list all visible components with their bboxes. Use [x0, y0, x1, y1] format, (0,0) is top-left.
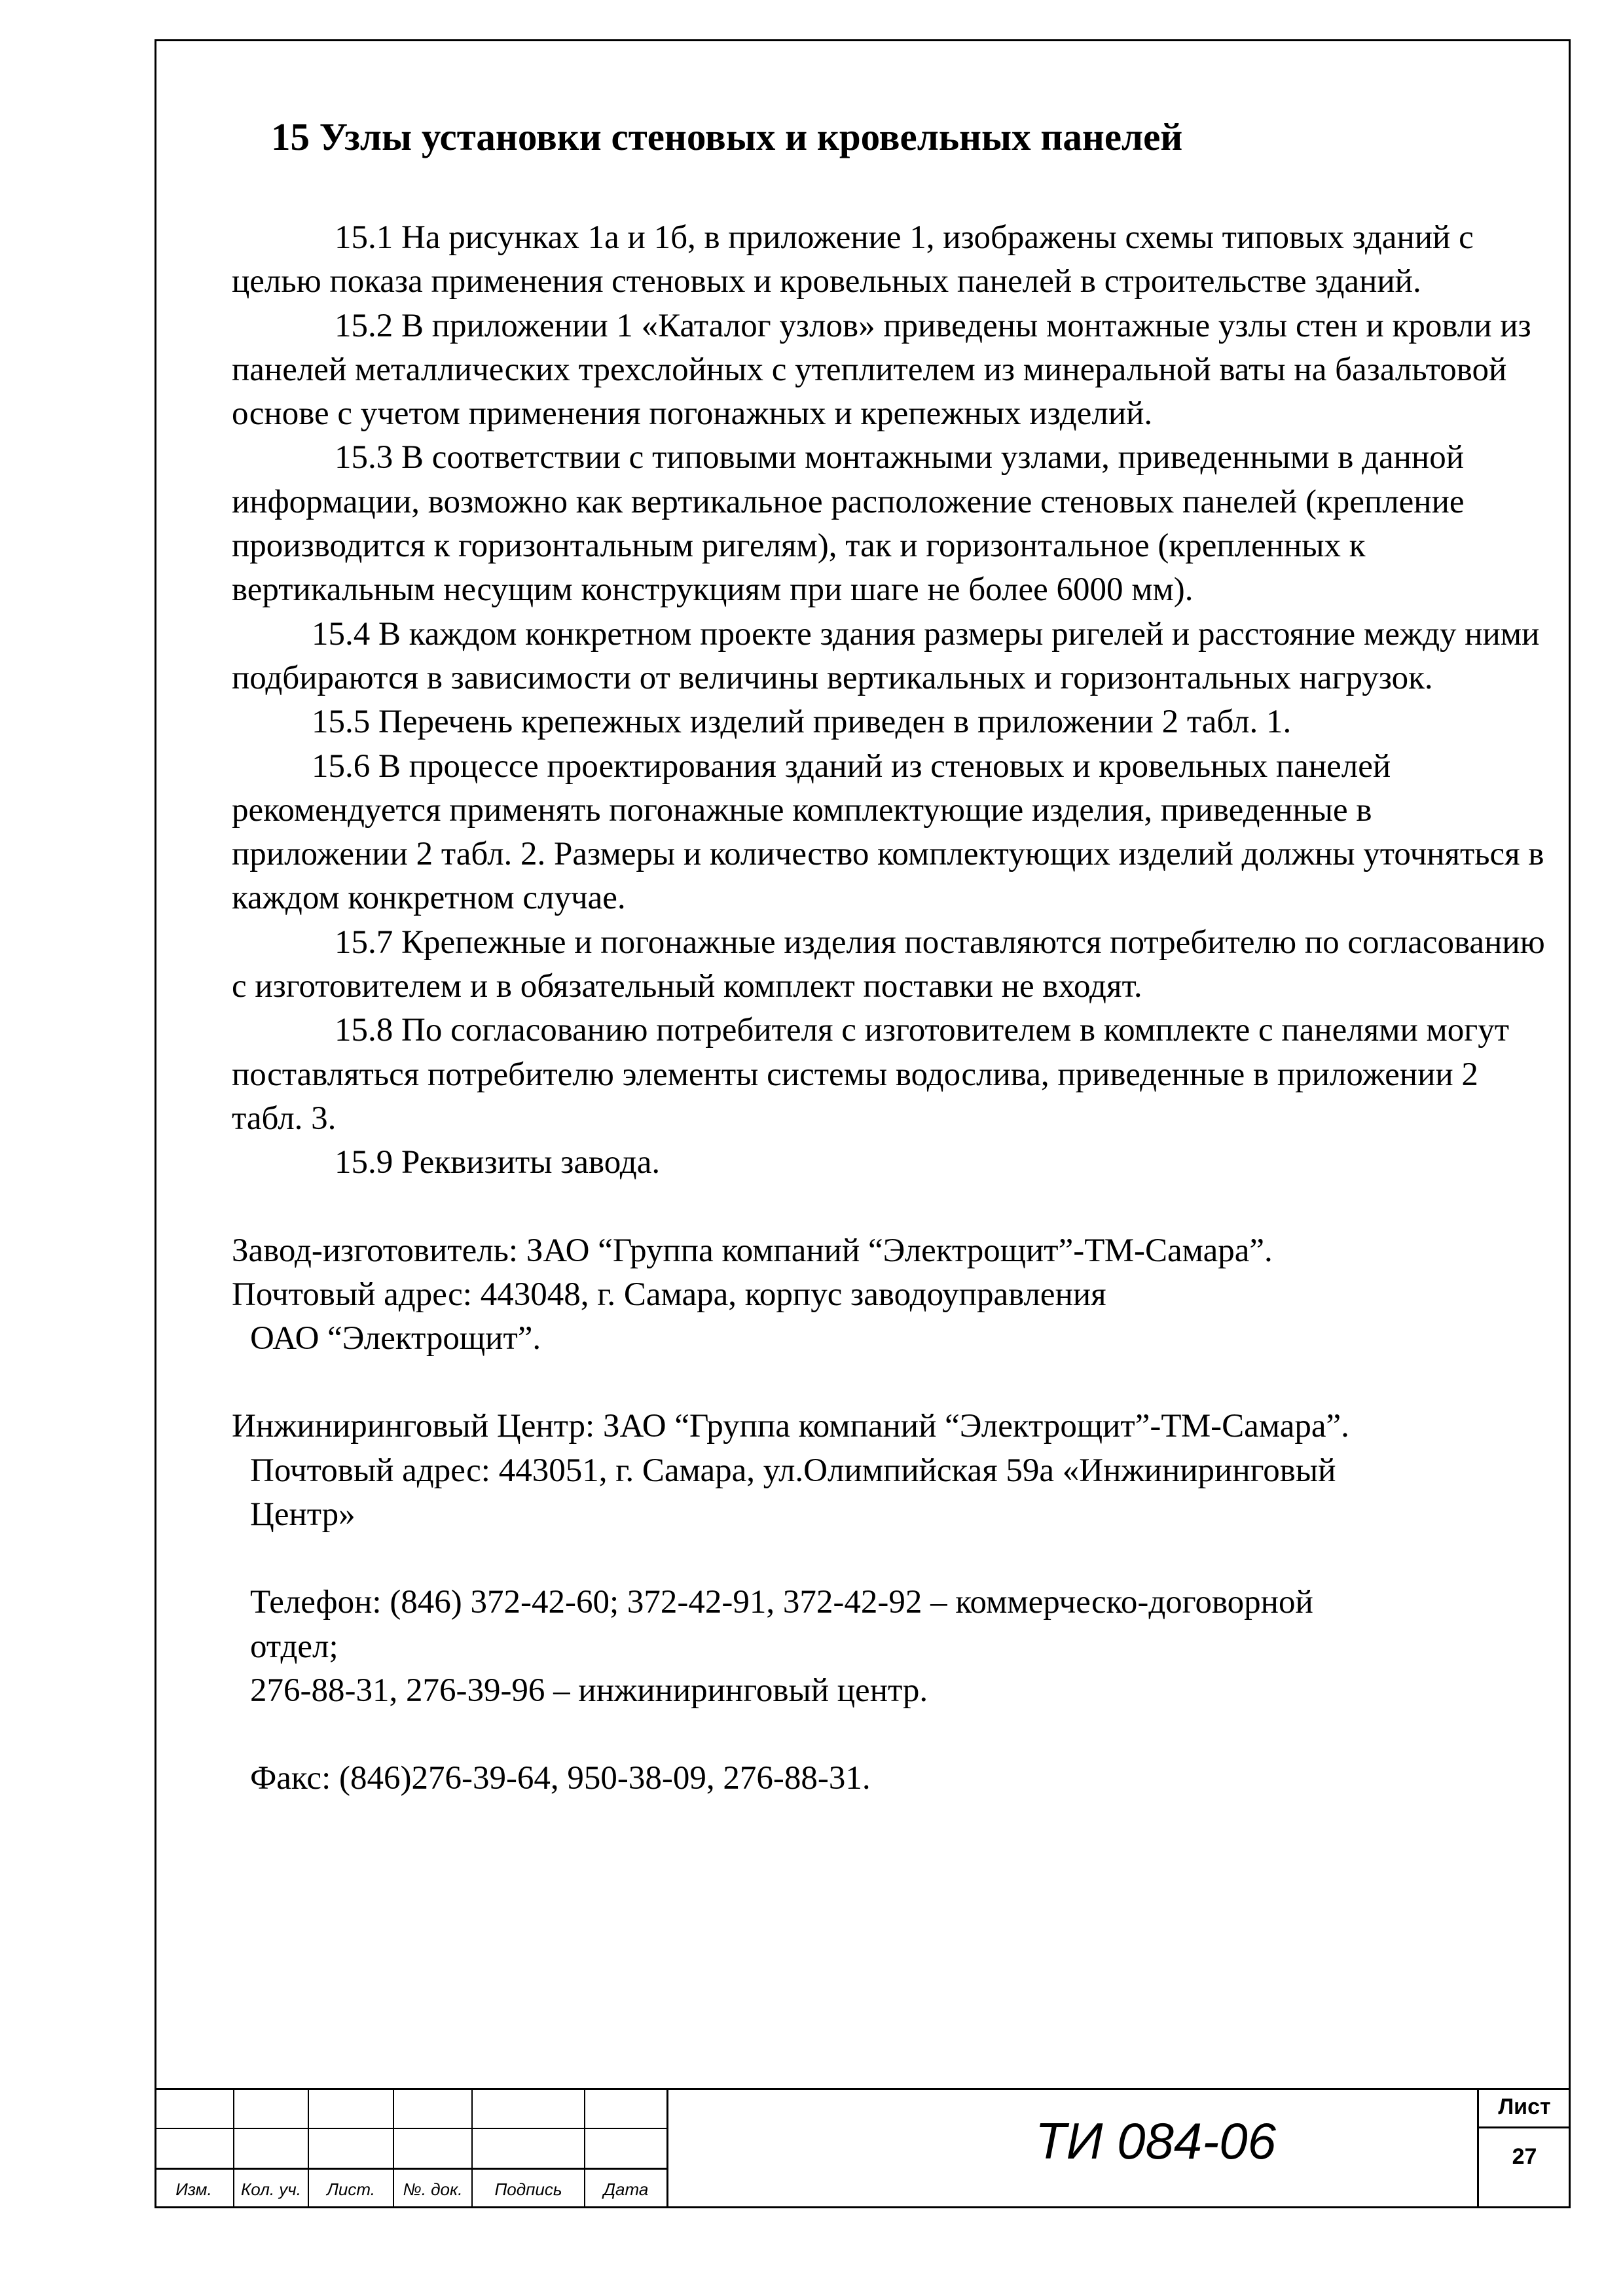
col-label-doc-number: №. док. — [403, 2179, 463, 2199]
col-label-sheet: Лист. — [327, 2179, 375, 2199]
engineering-block — [232, 1405, 1554, 1537]
col-label-change: Изм. — [175, 2179, 212, 2199]
paragraph-15-4: 15.4 В каждом конкретном проекте здания размеры ригелей и расстояние между ними подбираются в зависимости от величины вертикальных и горизонтальных нагрузок. — [232, 615, 1540, 696]
sheet-number: 27 — [1512, 2144, 1537, 2169]
factory-block — [232, 1229, 1554, 1361]
body-text — [232, 216, 1554, 1801]
col-label-signature: Подпись — [494, 2179, 562, 2199]
phone-line-engineering: 276-88-31, 276-39-96 – инжиниринговый центр. — [250, 1672, 928, 1709]
col-label-count: Кол. уч. — [240, 2179, 301, 2199]
phone-block — [232, 1581, 1554, 1713]
factory-name: Завод-изготовитель: ЗАО “Группа компаний “Электрощит”-ТМ-Самара”. — [232, 1232, 1273, 1269]
phone-line: Телефон: (846) 372-42-60; 372-42-91, 372-42-92 – коммерческо-договорной — [250, 1584, 1313, 1621]
col-label-date: Дата — [603, 2179, 649, 2199]
document-code: ТИ 084-06 — [1035, 2112, 1276, 2170]
paragraph-15-8: 15.8 По согласованию потребителя с изготовителем в комплекте с панелями могут поставляться потребителю элементы системы водослива, приведенные в приложении 2 табл. 3. — [232, 1012, 1509, 1137]
title-block — [155, 2088, 1571, 2208]
paragraph-15-7: 15.7 Крепежные и погонажные изделия поставляются потребителю по согласованию с изготовителем и в обязательный комплект поставки не входят. — [232, 924, 1545, 1005]
engineering-address-cont: Центр» — [250, 1496, 356, 1534]
factory-address-cont: ОАО “Электрощит”. — [250, 1320, 541, 1357]
sheet-label: Лист — [1498, 2094, 1551, 2119]
paragraph-15-2: 15.2 В приложении 1 «Каталог узлов» приведены монтажные узлы стен и кровли из панелей металлических трехслойных с утеплителем из минеральной ваты на базальтовой основе с учетом применения погонажных и крепежных изделий. — [232, 307, 1531, 433]
section-heading: 15 Узлы установки стеновых и кровельных панелей — [271, 115, 1183, 158]
phone-line-cont: отдел; — [250, 1628, 338, 1665]
paragraph-15-6: 15.6 В процессе проектирования зданий из стеновых и кровельных панелей рекомендуется применять погонажные комплектующие изделия, приведенные в приложении 2 табл. 2. Размеры и количество комплектующих изделий должны уточняться в каждом конкретном случае. — [232, 747, 1544, 917]
paragraph-15-1: 15.1 На рисунках 1а и 1б, в приложение 1, изображены схемы типовых зданий с целью показа применения стеновых и кровельных панелей в строительстве зданий. — [232, 219, 1474, 300]
engineering-address: Почтовый адрес: 443051, г. Самара, ул.Олимпийская 59а «Инжиниринговый — [250, 1452, 1336, 1489]
paragraph-15-9: 15.9 Реквизиты завода. — [335, 1144, 661, 1181]
factory-address: Почтовый адрес: 443048, г. Самара, корпус заводоуправления — [232, 1276, 1106, 1313]
fax-line: Факс: (846)276-39-64, 950-38-09, 276-88-31. — [250, 1760, 871, 1797]
paragraph-15-5: 15.5 Перечень крепежных изделий приведен в приложении 2 табл. 1. — [312, 704, 1292, 741]
engineering-center-name: Инжиниринговый Центр: ЗАО “Группа компаний “Электрощит”-ТМ-Самара”. — [232, 1408, 1349, 1445]
paragraph-15-3: 15.3 В соответствии с типовыми монтажными узлами, приведенными в данной информации, возможно как вертикальное расположение стеновых панелей (крепление производится к горизонтальным ригелям), так и горизонтальное (крепленных к вертикальным несущим конструкциям при шаге не более 6000 мм). — [232, 439, 1465, 609]
